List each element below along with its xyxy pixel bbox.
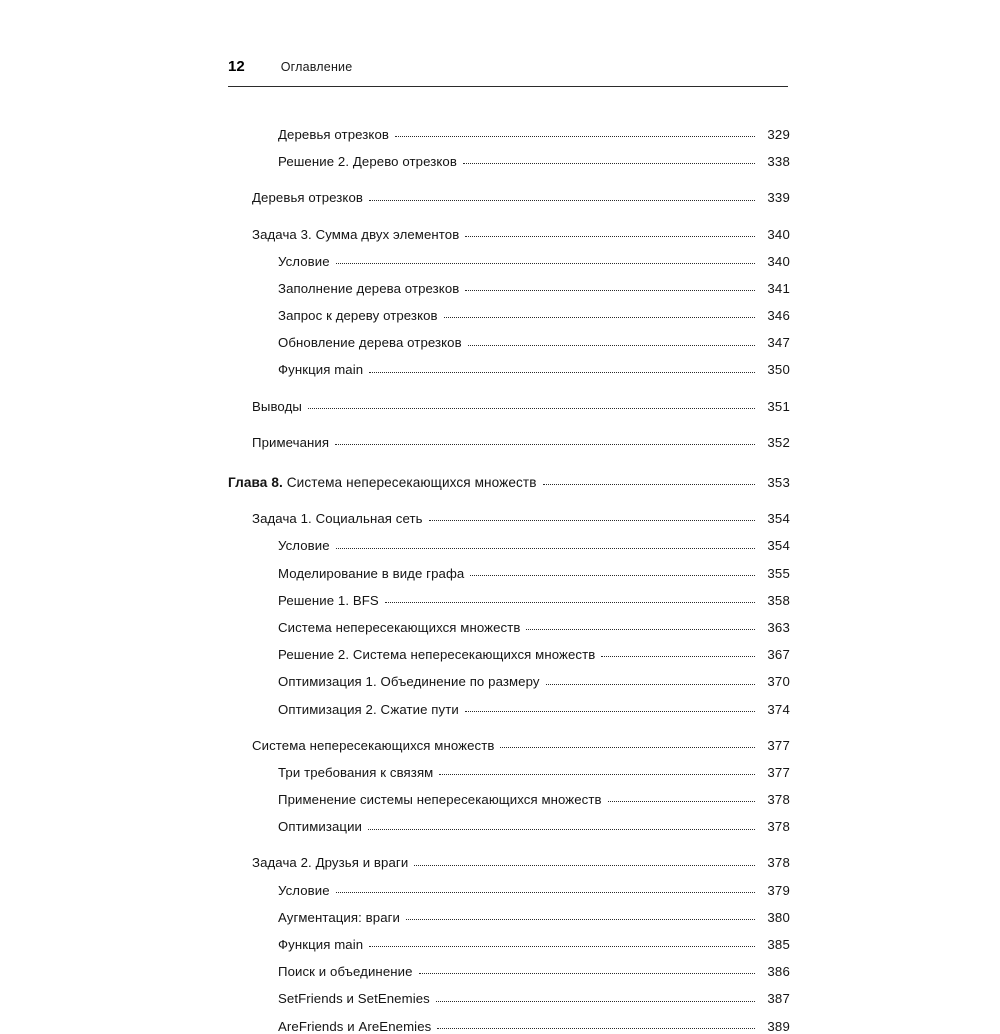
- toc-entry-page: 387: [767, 991, 790, 1007]
- toc-entry[interactable]: [228, 897, 790, 924]
- toc-entry[interactable]: [228, 951, 790, 978]
- toc-entry-page: 367: [767, 647, 790, 663]
- toc-leader-dots: [468, 344, 755, 346]
- toc-leader-dots: [439, 773, 755, 775]
- toc-group-spacer: [228, 205, 790, 214]
- toc-entry-page: 378: [767, 819, 790, 835]
- toc-entry-label: Решение 2. Система непересекающихся множеств: [278, 647, 596, 663]
- toc-entry-label: Задача 1. Социальная сеть: [252, 511, 423, 527]
- toc-entry-label: Система непересекающихся множеств: [252, 737, 495, 753]
- page-number: 12: [228, 58, 245, 75]
- toc-entry-page: 378: [767, 792, 790, 808]
- toc-entry-label: Примечания: [252, 434, 330, 450]
- toc-entry[interactable]: [228, 1006, 790, 1033]
- toc-entry[interactable]: [228, 214, 790, 241]
- toc-entry-label: Оптимизации: [278, 819, 363, 835]
- toc-entry[interactable]: [228, 978, 790, 1005]
- toc-entry-label: SetFriends и SetEnemies: [278, 991, 430, 1007]
- toc-entry[interactable]: [228, 322, 790, 349]
- toc-entry-page: 379: [767, 882, 790, 898]
- toc-entry[interactable]: [228, 350, 790, 377]
- toc-leader-dots: [406, 918, 755, 920]
- toc-group-spacer: [228, 489, 790, 498]
- toc-entry[interactable]: [228, 806, 790, 833]
- toc-leader-dots: [308, 407, 755, 409]
- toc-entry-page: 374: [767, 701, 790, 717]
- toc-entry[interactable]: [228, 779, 790, 806]
- table-of-contents: [228, 114, 790, 1033]
- toc-entry[interactable]: [228, 498, 790, 525]
- toc-leader-dots: [470, 574, 755, 576]
- toc-entry-page: 378: [767, 855, 790, 871]
- toc-entry-page: 340: [767, 226, 790, 242]
- toc-entry[interactable]: [228, 114, 790, 141]
- toc-leader-dots: [368, 828, 755, 830]
- toc-entry-label: Деревья отрезков: [278, 126, 389, 142]
- toc-entry[interactable]: [228, 752, 790, 779]
- toc-entry-page: 340: [767, 253, 790, 269]
- toc-leader-dots: [414, 864, 755, 866]
- toc-entry-label: Моделирование в виде графа: [278, 565, 465, 581]
- toc-entry[interactable]: [228, 870, 790, 897]
- toc-entry-page: 341: [767, 280, 790, 296]
- toc-group-spacer: [228, 834, 790, 843]
- toc-entry[interactable]: [228, 725, 790, 752]
- toc-entry-label: AreFriends и AreEnemies: [278, 1018, 432, 1034]
- toc-entry[interactable]: [228, 689, 790, 716]
- toc-leader-dots: [335, 443, 755, 445]
- toc-entry[interactable]: [228, 141, 790, 168]
- toc-group-spacer: [228, 168, 790, 177]
- toc-entry-page: 354: [767, 511, 790, 527]
- toc-entry-page: 377: [767, 737, 790, 753]
- toc-chapter-number: Глава 8.: [228, 474, 287, 490]
- toc-leader-dots: [444, 316, 755, 318]
- toc-entry-label: Условие: [278, 253, 330, 269]
- toc-entry-page: 339: [767, 190, 790, 206]
- toc-group-spacer: [228, 377, 790, 386]
- toc-entry-label: Функция main: [278, 362, 364, 378]
- toc-entry-label: Поиск и объединение: [278, 964, 413, 980]
- toc-entry-page: 377: [767, 764, 790, 780]
- toc-leader-dots: [601, 655, 755, 657]
- toc-leader-dots: [385, 601, 755, 603]
- toc-entry-page: 338: [767, 154, 790, 170]
- toc-entry[interactable]: [228, 295, 790, 322]
- toc-entry-label: Функция main: [278, 937, 364, 953]
- toc-entry[interactable]: [228, 177, 790, 204]
- toc-entry-label: Заполнение дерева отрезков: [278, 280, 460, 296]
- toc-entry-label: Задача 2. Друзья и враги: [252, 855, 409, 871]
- toc-leader-dots: [546, 683, 755, 685]
- toc-entry-page: 346: [767, 308, 790, 324]
- toc-entry-page: 380: [767, 909, 790, 925]
- toc-leader-dots: [369, 199, 755, 201]
- toc-leader-dots: [336, 262, 755, 264]
- toc-entry-page: 347: [767, 335, 790, 351]
- toc-leader-dots: [395, 135, 755, 137]
- toc-leader-dots: [500, 746, 755, 748]
- toc-chapter-entry[interactable]: [228, 462, 790, 489]
- toc-entry-label: Решение 1. BFS: [278, 592, 379, 608]
- toc-entry-label: Три требования к связям: [278, 764, 434, 780]
- running-head: [228, 58, 788, 75]
- toc-entry-label: Система непересекающихся множеств: [278, 619, 521, 635]
- toc-entry[interactable]: [228, 553, 790, 580]
- toc-entry-label: Оптимизация 2. Сжатие пути: [278, 701, 459, 717]
- toc-entry-page: 354: [767, 538, 790, 554]
- toc-leader-dots: [419, 972, 755, 974]
- toc-group-spacer: [228, 449, 790, 462]
- toc-entry-page: 389: [767, 1018, 790, 1034]
- toc-entry-label: Запрос к дереву отрезков: [278, 308, 438, 324]
- toc-leader-dots: [336, 547, 755, 549]
- toc-entry-label: Условие: [278, 538, 330, 554]
- toc-entry-label: Задача 3. Сумма двух элементов: [252, 226, 460, 242]
- toc-entry-label: Выводы: [252, 398, 302, 414]
- toc-entry[interactable]: [228, 661, 790, 688]
- toc-entry-label: Применение системы непересекающихся множеств: [278, 792, 602, 808]
- toc-entry-page: 353: [767, 475, 790, 491]
- toc-leader-dots: [465, 235, 755, 237]
- toc-entry[interactable]: [228, 241, 790, 268]
- toc-leader-dots: [526, 628, 755, 630]
- toc-entry[interactable]: [228, 525, 790, 552]
- toc-entry[interactable]: [228, 634, 790, 661]
- toc-entry-page: 350: [767, 362, 790, 378]
- toc-leader-dots: [463, 162, 755, 164]
- toc-leader-dots: [465, 710, 755, 712]
- toc-group-spacer: [228, 716, 790, 725]
- toc-entry-label: Деревья отрезков: [252, 190, 363, 206]
- toc-group-spacer: [228, 413, 790, 422]
- toc-entry[interactable]: [228, 268, 790, 295]
- toc-entry-label: [228, 476, 537, 490]
- toc-entry[interactable]: [228, 580, 790, 607]
- toc-entry-page: 352: [767, 434, 790, 450]
- toc-entry-label: Условие: [278, 882, 330, 898]
- toc-entry[interactable]: [228, 422, 790, 449]
- toc-chapter-title: Система непересекающихся множеств: [286, 474, 537, 490]
- toc-entry-page: 351: [767, 398, 790, 414]
- toc-entry-page: 329: [767, 126, 790, 142]
- toc-entry[interactable]: [228, 924, 790, 951]
- toc-leader-dots: [465, 289, 755, 291]
- toc-leader-dots: [336, 891, 755, 893]
- running-head-title: Оглавление: [280, 60, 353, 74]
- toc-entry[interactable]: [228, 386, 790, 413]
- toc-leader-dots: [369, 945, 755, 947]
- toc-entry-page: 355: [767, 565, 790, 581]
- toc-entry-page: 386: [767, 964, 790, 980]
- toc-leader-dots: [437, 1027, 755, 1029]
- toc-leader-dots: [429, 519, 755, 521]
- toc-entry-page: 370: [767, 674, 790, 690]
- toc-entry-page: 358: [767, 592, 790, 608]
- toc-entry[interactable]: [228, 843, 790, 870]
- toc-entry-label: Решение 2. Дерево отрезков: [278, 154, 457, 170]
- toc-entry-page: 363: [767, 619, 790, 635]
- toc-entry-label: Оптимизация 1. Объединение по размеру: [278, 674, 540, 690]
- toc-leader-dots: [608, 800, 755, 802]
- toc-entry-page: 385: [767, 937, 790, 953]
- toc-leader-dots: [369, 371, 755, 373]
- header-divider: [228, 86, 788, 87]
- toc-entry-label: Аугментация: враги: [278, 909, 401, 925]
- toc-leader-dots: [543, 483, 755, 485]
- toc-entry-label: Обновление дерева отрезков: [278, 335, 462, 351]
- toc-entry[interactable]: [228, 607, 790, 634]
